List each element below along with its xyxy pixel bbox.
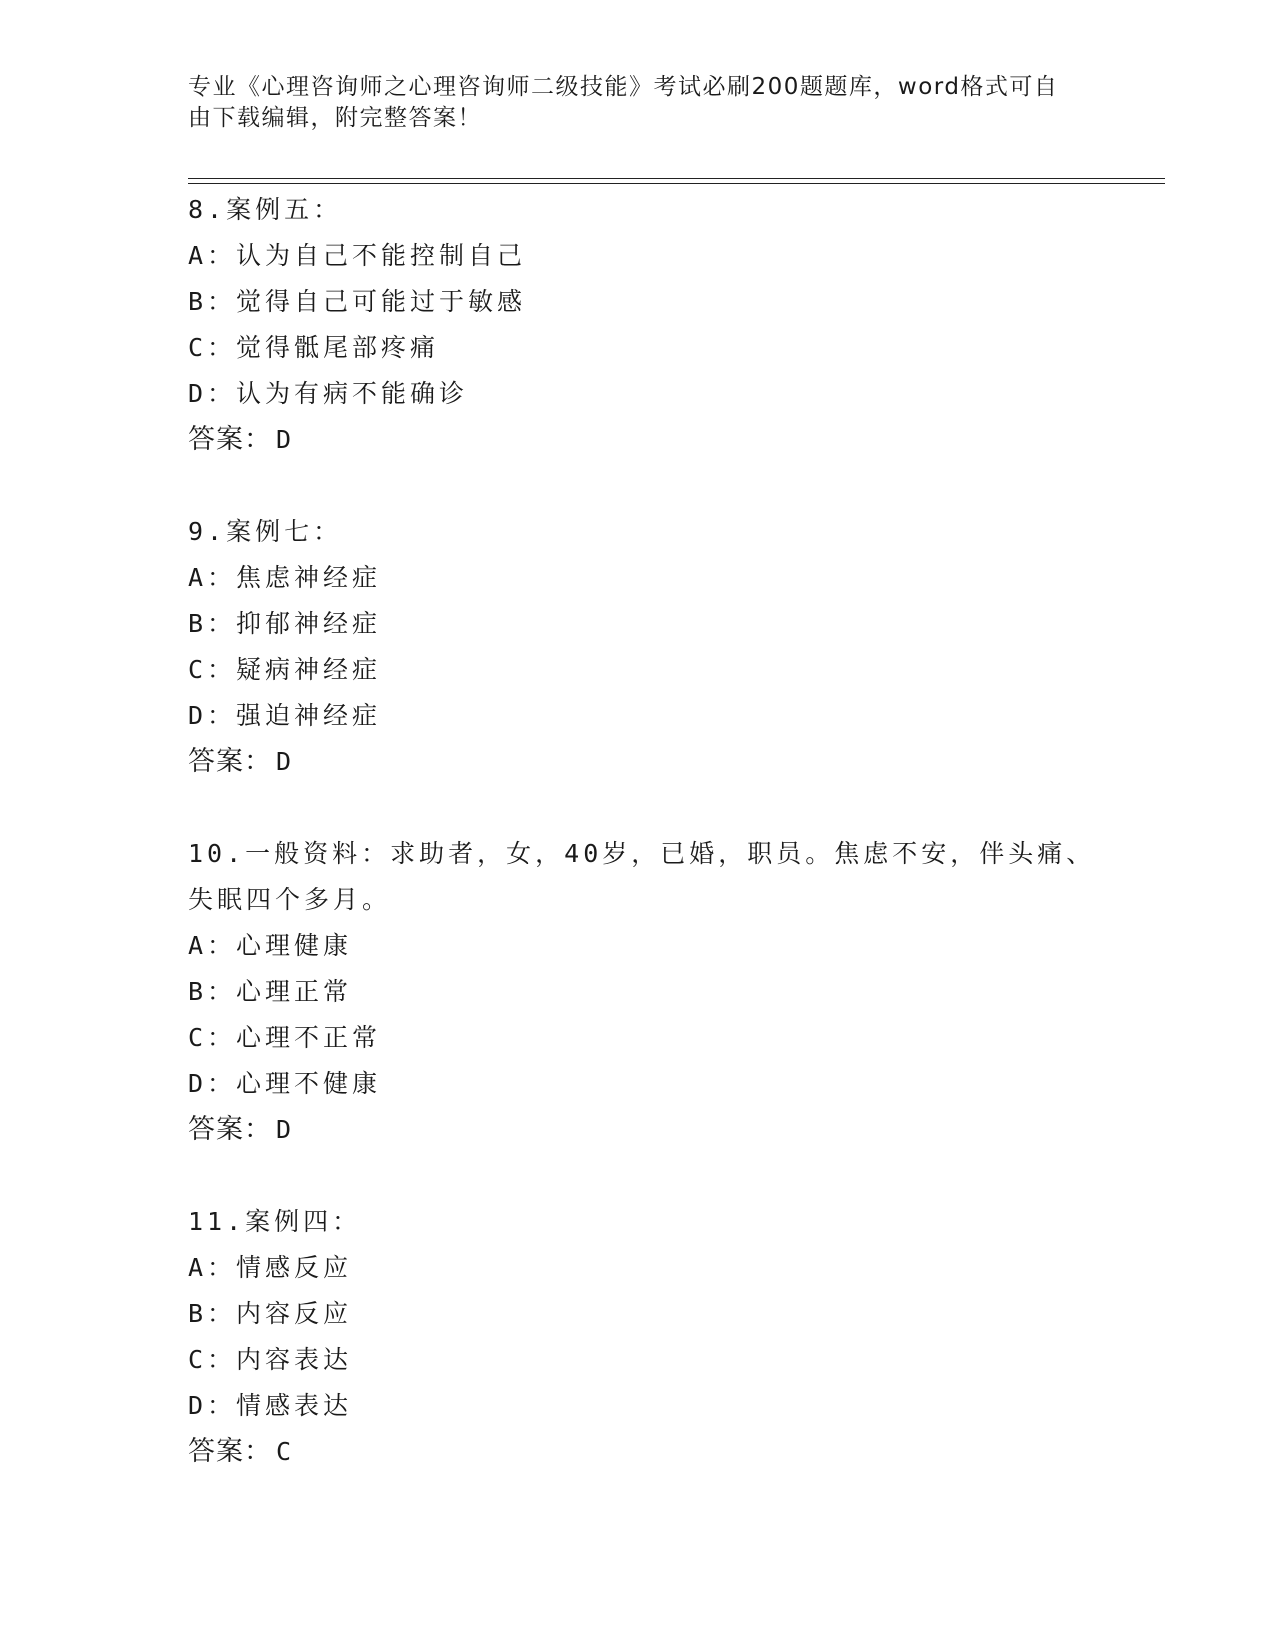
option-a: A：认为自己不能控制自己 [188, 241, 527, 270]
header-line-1: 专业《心理咨询师之心理咨询师二级技能》考试必刷200题题库，word格式可自 [188, 74, 1059, 100]
option-a: A：焦虑神经症 [188, 563, 382, 592]
answer-value: D [276, 1115, 293, 1144]
option-d: D：心理不健康 [188, 1069, 382, 1098]
question-stem: 11.案例四： [188, 1207, 362, 1236]
answer-line [188, 739, 1148, 785]
option-b: B：内容反应 [188, 1299, 353, 1328]
option-b: B：心理正常 [188, 977, 353, 1006]
question-10 [188, 831, 1148, 1153]
option-d: D：强迫神经症 [188, 701, 382, 730]
option-c: C：疑病神经症 [188, 655, 382, 684]
option-c: C：心理不正常 [188, 1023, 382, 1052]
question-stem: 8.案例五： [188, 195, 343, 224]
question-8 [188, 187, 1148, 463]
question-9 [188, 509, 1148, 785]
question-11 [188, 1199, 1148, 1475]
option-c: C：内容表达 [188, 1345, 353, 1374]
option-b: B：抑郁神经症 [188, 609, 382, 638]
option-a: A：心理健康 [188, 931, 353, 960]
answer-value: D [276, 425, 293, 454]
header-divider-bottom [188, 183, 1165, 184]
answer-label: 答案： [188, 746, 272, 777]
answer-label: 答案： [188, 1436, 272, 1467]
option-a: A：情感反应 [188, 1253, 353, 1282]
question-stem: 10.一般资料：求助者，女，40岁，已婚，职员。焦虑不安，伴头痛、 [188, 839, 1096, 868]
option-d: D：情感表达 [188, 1391, 353, 1420]
answer-line [188, 417, 1148, 463]
option-b: B：觉得自己可能过于敏感 [188, 287, 527, 316]
option-c: C：觉得骶尾部疼痛 [188, 333, 440, 362]
answer-line [188, 1429, 1148, 1475]
document-header [188, 72, 1088, 134]
header-divider-top [188, 178, 1165, 179]
question-list [188, 187, 1148, 1475]
option-d: D：认为有病不能确诊 [188, 379, 469, 408]
answer-label: 答案： [188, 1114, 272, 1145]
answer-label: 答案： [188, 424, 272, 455]
header-line-2: 由下载编辑，附完整答案！ [188, 105, 482, 131]
question-stem-continued: 失眠四个多月。 [188, 885, 392, 914]
answer-value: C [276, 1437, 293, 1466]
answer-line [188, 1107, 1148, 1153]
answer-value: D [276, 747, 293, 776]
question-stem: 9.案例七： [188, 517, 343, 546]
